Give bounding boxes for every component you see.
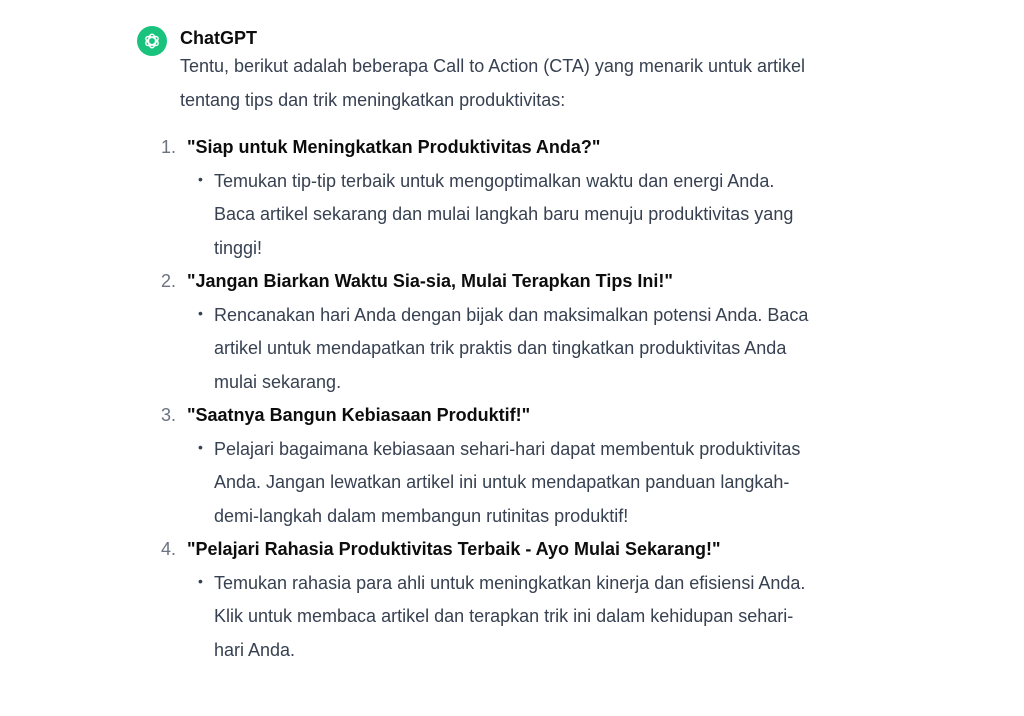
list-item [161,399,820,533]
sub-list [187,165,820,266]
bullet-icon: • [198,304,203,321]
item-number: 3. [161,405,177,425]
list-item [161,131,820,265]
cta-title: "Pelajari Rahasia Produktivitas Terbaik - Ayo Mulai Sekarang!" [187,539,721,559]
sub-list [187,567,820,668]
item-number: 4. [161,539,177,559]
intro-paragraph: Tentu, berikut adalah beberapa Call to Action (CTA) yang menarik untuk artikel tentang tips dan trik meningkatkan produktivitas: [180,56,805,110]
sub-list-item [198,433,820,534]
bullet-icon: • [198,438,203,455]
avatar [137,26,167,56]
cta-list [161,131,820,667]
bullet-icon: • [198,170,203,187]
author-name: ChatGPT [180,28,258,48]
list-item [161,265,820,399]
list-item [161,533,820,667]
sub-list-item [198,567,820,668]
sub-list [187,299,820,400]
item-number: 2. [161,271,177,291]
sub-list-item [198,299,820,400]
cta-title: "Siap untuk Meningkatkan Produktivitas Anda?" [187,137,601,157]
cta-description: Temukan tip-tip terbaik untuk mengoptimalkan waktu dan energi Anda. Baca artikel sekarang dan mulai langkah baru menuju produktivitas yang tinggi! [214,170,794,258]
message-content [161,26,820,667]
cta-title: "Jangan Biarkan Waktu Sia-sia, Mulai Terapkan Tips Ini!" [187,271,673,291]
cta-description: Temukan rahasia para ahli untuk meningkatkan kinerja dan efisiensi Anda. Klik untuk membaca artikel dan terapkan trik ini dalam kehidupan sehari-hari Anda. [214,572,806,660]
cta-description: Rencanakan hari Anda dengan bijak dan maksimalkan potensi Anda. Baca artikel untuk mendapatkan trik praktis dan tingkatkan produktivitas Anda mulai sekarang. [214,304,809,392]
cta-description: Pelajari bagaimana kebiasaan sehari-hari dapat membentuk produktivitas Anda. Jangan lewatkan artikel ini untuk mendapatkan panduan langkah-demi-langkah dalam membangun rutinitas produktif! [214,438,801,526]
openai-logo-icon [142,31,162,51]
bullet-icon: • [198,572,203,589]
sub-list-item [198,165,820,266]
cta-title: "Saatnya Bangun Kebiasaan Produktif!" [187,405,531,425]
sub-list [187,433,820,534]
item-number: 1. [161,137,177,157]
